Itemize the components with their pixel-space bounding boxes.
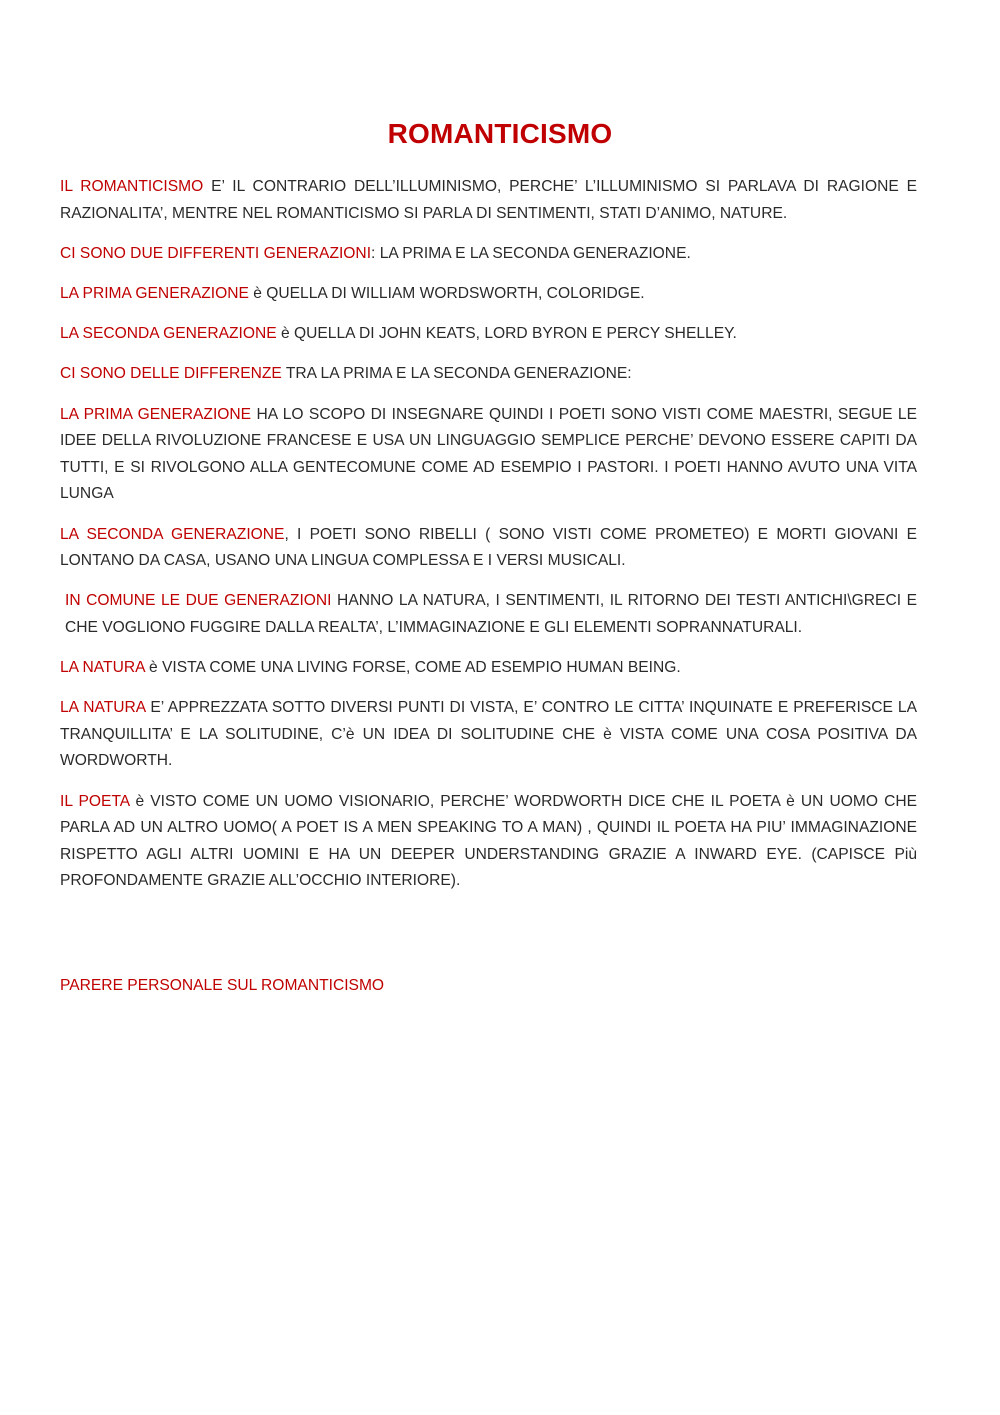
paragraph-poet [60, 789, 917, 895]
paragraph-second-generation-details [60, 522, 917, 575]
paragraph-first-generation-poets [60, 281, 917, 308]
paragraph-heading: IL ROMANTICISMO [60, 178, 204, 195]
paragraph-heading: LA PRIMA GENERAZIONE [60, 405, 252, 423]
paragraph-heading: LA NATURA [60, 659, 145, 677]
paragraph-heading: IN COMUNE LE DUE GENERAZIONI [65, 592, 332, 610]
paragraph-heading: LA SECONDA GENERAZIONE [60, 325, 277, 343]
paragraph-text: E’ APPREZZATA SOTTO DIVERSI PUNTI DI VISTA, E’ CONTRO LE CITTA’ INQUINATE E PREFERISCE LA TRANQUILLITA’ E LA SOLITUDINE, C’è UN IDEA DI SOLITUDINE CHE è VISTA COME UNA COSA POSITIVA DA WORDWORTH. [60, 699, 917, 770]
document-title: ROMANTICISMO [387, 118, 613, 149]
paragraph-heading: IL POETA [60, 792, 130, 810]
paragraph-heading: LA SECONDA GENERAZIONE [60, 525, 285, 543]
paragraph-nature-appreciation [60, 695, 917, 775]
document-body [60, 174, 917, 909]
paragraph-heading: CI SONO DUE DIFFERENTI GENERAZIONI [60, 244, 372, 262]
paragraph-text: è QUELLA DI WILLIAM WORDSWORTH, COLORIDGE. [248, 284, 645, 302]
paragraph-text: E’ IL CONTRARIO DELL’ILLUMINISMO, PERCHE’ L’ILLUMINISMO SI PARLAVA DI RAGIONE E RAZIONALITA’, MENTRE NEL ROMANTICISMO SI PARLA DI SENTIMENTI, STATI D’ANIMO, NATURE. [60, 178, 917, 222]
paragraph-nature-living-force [60, 655, 917, 682]
paragraph-text: TRA LA PRIMA E LA SECONDA GENERAZIONE: [281, 365, 632, 383]
paragraph-common-traits [60, 588, 917, 641]
paragraph-text: è QUELLA DI JOHN KEATS, LORD BYRON E PERCY SHELLEY. [276, 325, 737, 343]
paragraph-first-generation-details [60, 402, 917, 508]
paragraph-heading: LA PRIMA GENERAZIONE [60, 284, 249, 302]
paragraph-text: è VISTA COME UNA LIVING FORSE, COME AD ESEMPIO HUMAN BEING. [144, 659, 681, 677]
paragraph-second-generation-poets [60, 321, 917, 348]
paragraph-text: : LA PRIMA E LA SECONDA GENERAZIONE. [371, 244, 691, 262]
personal-opinion-heading: PARERE PERSONALE SUL ROMANTICISMO [60, 977, 385, 994]
paragraph-text: HA LO SCOPO DI INSEGNARE QUINDI I POETI SONO VISTI COME MAESTRI, SEGUE LE IDEE DELLA RIVOLUZIONE FRANCESE E USA UN LINGUAGGIO SEMPLICE PERCHE’ DEVONO ESSERE CAPITI DA TUTTI, E SI RIVOLGONO ALLA GENTECOMUNE COME AD ESEMPIO I PASTORI. I POETI HANNO AVUTO UNA VITA LUNGA [60, 405, 917, 503]
paragraph-two-generations [60, 241, 917, 268]
paragraph-text: è VISTO COME UN UOMO VISIONARIO, PERCHE’ WORDWORTH DICE CHE IL POETA è UN UOMO CHE PARLA AD UN ALTRO UOMO( A POET IS A MEN SPEAKING TO A MAN) , QUINDI IL POETA HA PIU’ IMMAGINAZIONE RISPETTO AGLI ALTRI UOMINI E HA UN DEEPER UNDERSTANDING GRAZIE A INWARD EYE. (CAPISCE Più PROFONDAMENTE GRAZIE ALL’OCCHIO INTERIORE). [60, 792, 917, 890]
paragraph-differences-intro [60, 361, 917, 388]
paragraph-heading: CI SONO DELLE DIFFERENZE [60, 365, 282, 383]
paragraph-romanticismo-definition [60, 174, 917, 227]
paragraph-heading: LA NATURA [60, 699, 146, 717]
paragraph-text: , I POETI SONO RIBELLI ( SONO VISTI COME PROMETEO) E MORTI GIOVANI E LONTANO DA CASA, USANO UNA LINGUA COMPLESSA E I VERSI MUSICALI. [60, 525, 917, 570]
paragraph-text: HANNO LA NATURA, I SENTIMENTI, IL RITORNO DEI TESTI ANTICHI\GRECI E CHE VOGLIONO FUGGIRE DALLA REALTA’, L’IMMAGINAZIONE E GLI ELEMENTI SOPRANNATURALI. [65, 592, 917, 636]
